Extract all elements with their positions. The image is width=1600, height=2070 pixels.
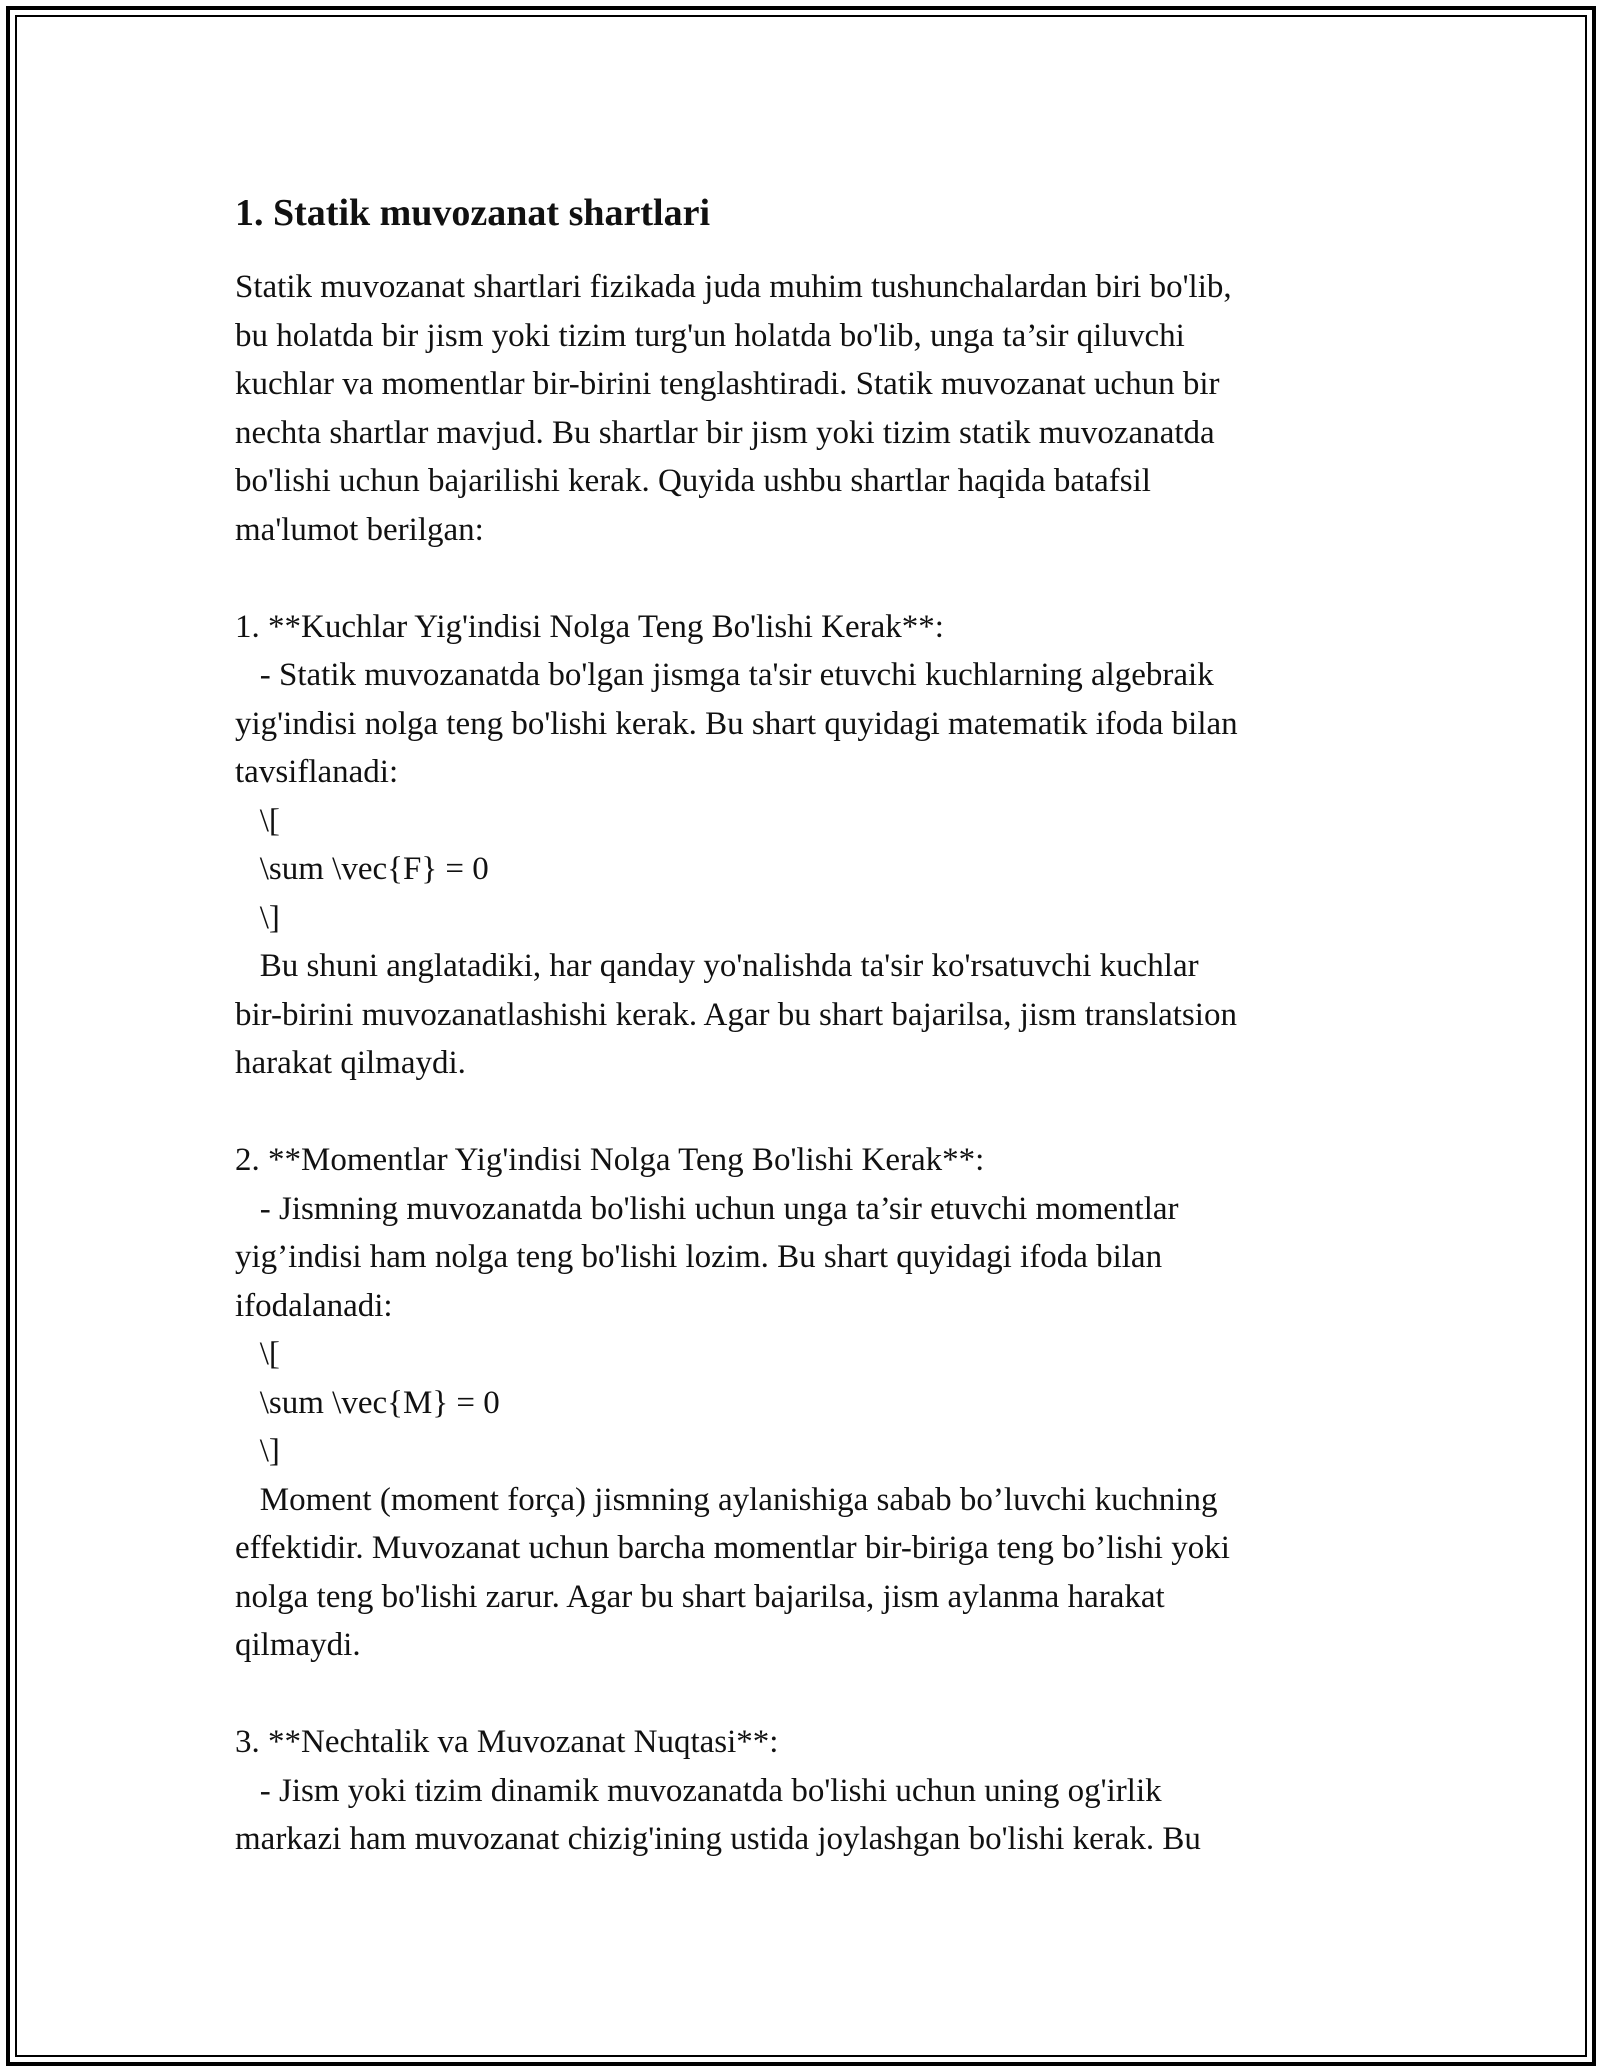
- text-line: - Jism yoki tizim dinamik muvozanatda bo'lishi uchun uning og'irlik: [235, 1772, 1162, 1809]
- text-line: 1. **Kuchlar Yig'indisi Nolga Teng Bo'lishi Kerak**:: [235, 608, 944, 645]
- text-line: Moment (moment força) jismning aylanishiga sabab bo’luvchi kuchning: [235, 1481, 1218, 1518]
- text-line: ma'lumot berilgan:: [235, 511, 484, 548]
- text-line: - Statik muvozanatda bo'lgan jismga ta'sir etuvchi kuchlarning algebraik: [235, 657, 1214, 693]
- text-line: - Jismning muvozanatda bo'lishi uchun unga ta’sir etuvchi momentlar: [235, 1190, 1179, 1227]
- text-line: \[: [235, 802, 280, 839]
- text-line: bo'lishi uchun bajarilishi kerak. Quyida ushbu shartlar haqida batafsil: [235, 463, 1151, 499]
- text-line: tavsiflanadi:: [235, 754, 399, 790]
- text-line: \]: [235, 1433, 280, 1469]
- text-line: harakat qilmaydi.: [235, 1045, 466, 1081]
- text-line: \[: [235, 1336, 280, 1372]
- text-line: \]: [235, 899, 280, 936]
- text-line: kuchlar va momentlar bir-birini tenglashtiradi. Statik muvozanat uchun bir: [235, 366, 1220, 402]
- text-line: \sum \vec{M} = 0: [235, 1384, 500, 1421]
- text-line: 3. **Nechtalik va Muvozanat Nuqtasi**:: [235, 1724, 779, 1760]
- text-line: yig’indisi ham nolga teng bo'lishi lozim. Bu shart quyidagi ifoda bilan: [235, 1239, 1163, 1275]
- text-line: bir-birini muvozanatlashishi kerak. Agar bu shart bajarilsa, jism translatsion: [235, 996, 1237, 1033]
- text-line: Bu shuni anglatadiki, har qanday yo'nalishda ta'sir ko'rsatuvchi kuchlar: [235, 948, 1199, 984]
- text-line: ifodalanadi:: [235, 1287, 393, 1324]
- text-line: markazi ham muvozanat chizig'ining ustida joylashgan bo'lishi kerak. Bu: [235, 1821, 1201, 1857]
- text-line: Statik muvozanat shartlari fizikada juda muhim tushunchalardan biri bo'lib,: [235, 269, 1232, 305]
- text-line: nechta shartlar mavjud. Bu shartlar bir jism yoki tizim statik muvozanatda: [235, 414, 1215, 451]
- text-line: yig'indisi nolga teng bo'lishi kerak. Bu shart quyidagi matematik ifoda bilan: [235, 705, 1238, 742]
- blank-line: [235, 1088, 1365, 1137]
- document-body: [235, 188, 1365, 1864]
- blank-line: [235, 554, 1365, 603]
- text-line: 2. **Momentlar Yig'indisi Nolga Teng Bo'lishi Kerak**:: [235, 1142, 985, 1178]
- paragraph-block: [235, 263, 1365, 1864]
- text-line: effektidir. Muvozanat uchun barcha momentlar bir-biriga teng bo’lishi yoki: [235, 1530, 1230, 1566]
- text-line: nolga teng bo'lishi zarur. Agar bu shart bajarilsa, jism aylanma harakat: [235, 1578, 1165, 1615]
- text-line: \sum \vec{F} = 0: [235, 851, 489, 887]
- text-line: bu holatda bir jism yoki tizim turg'un holatda bo'lib, unga ta’sir qiluvchi: [235, 317, 1185, 354]
- text-line: qilmaydi.: [235, 1627, 361, 1663]
- blank-line: [235, 1670, 1365, 1719]
- section-heading: 1. Statik muvozanat shartlari: [235, 192, 710, 234]
